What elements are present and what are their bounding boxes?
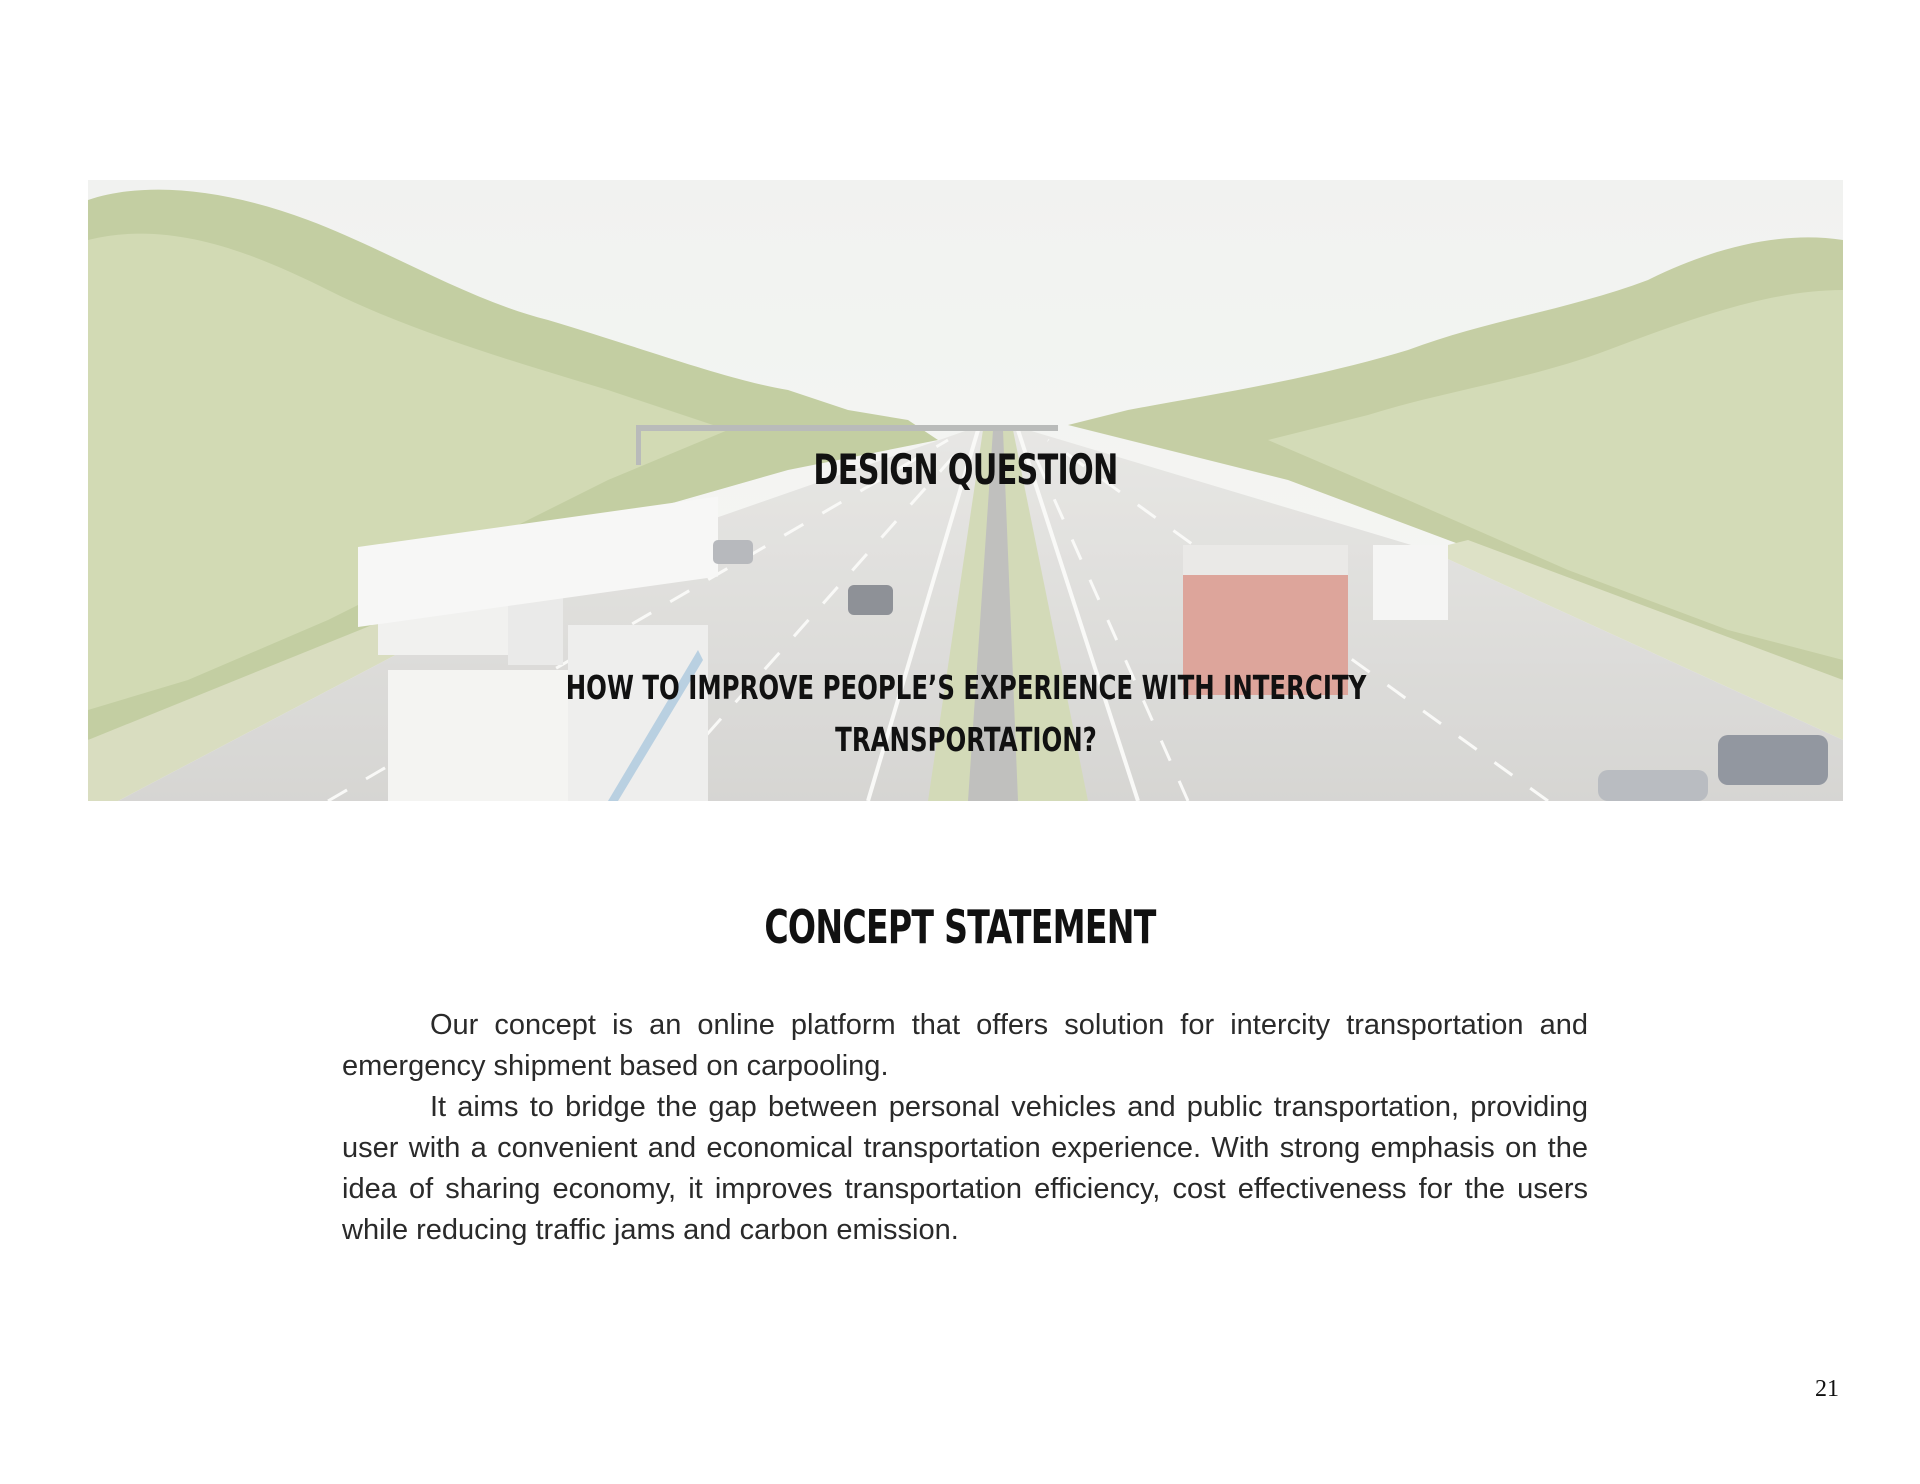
highway-banner bbox=[88, 180, 1843, 801]
concept-paragraph: Our concept is an online platform that offers solution for intercity transportation and emergency shipment based on carpooling. bbox=[342, 1009, 1588, 1082]
page-number: 21 bbox=[1815, 1376, 1839, 1402]
concept-statement-title: CONCEPT STATEMENT bbox=[764, 900, 1156, 954]
concept-statement-body bbox=[342, 1005, 1588, 1251]
design-question-heading: DESIGN QUESTION bbox=[813, 445, 1118, 494]
design-question-text: HOW TO IMPROVE PEOPLE’S EXPERIENCE WITH INTERCITY TRANSPORTATION? bbox=[565, 668, 1366, 759]
concept-paragraph: It aims to bridge the gap between personal vehicles and public transportation, providing user with a convenient and economical transportation experience. With strong emphasis on the idea of sharing economy, it improves transportation efficiency, cost effectiveness for the users while reducing traffic jams and carbon emission. bbox=[342, 1091, 1588, 1246]
